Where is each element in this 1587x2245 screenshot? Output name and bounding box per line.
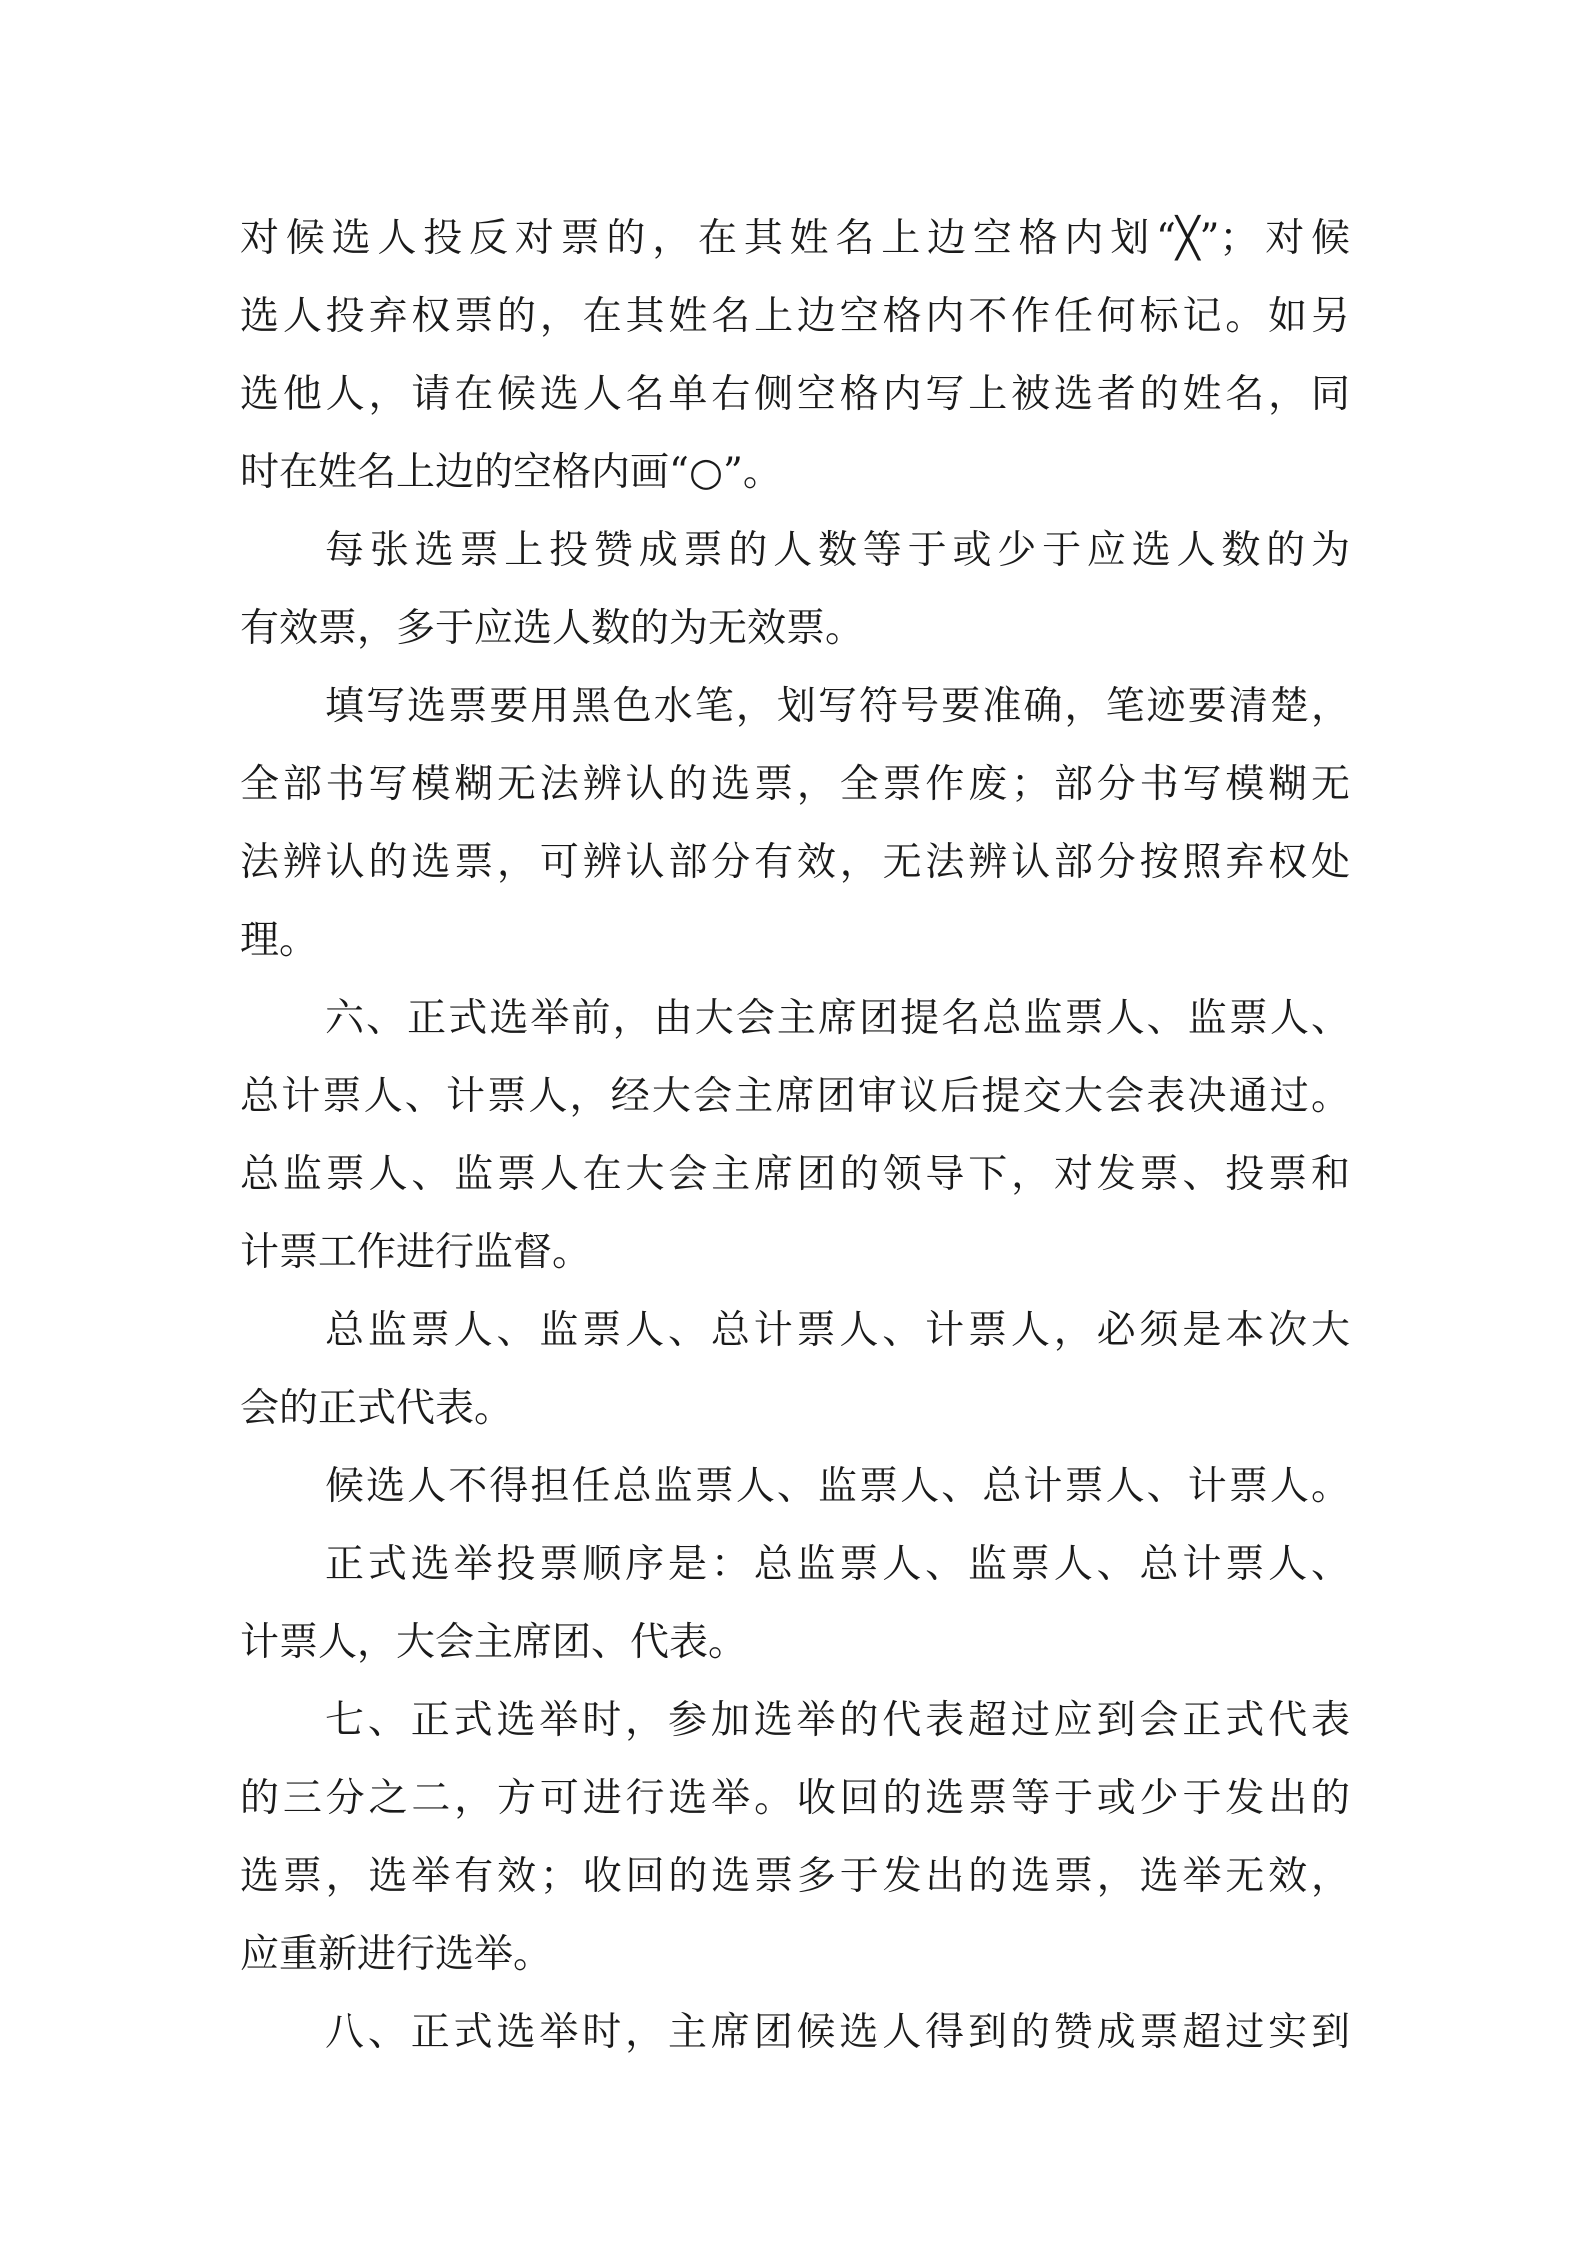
paragraph-first-line: 八、正式选举时，主席团候选人得到的赞成票超过实到 (325, 2010, 1350, 2055)
text-line: 计票人，大会主席团、代表。 (240, 1620, 748, 1665)
paragraph-first-line: 候选人不得担任总监票人、监票人、总计票人、计票人。 (325, 1464, 1350, 1509)
text-line: 总监票人、监票人在大会主席团的领导下，对发票、投票和 (240, 1152, 1350, 1197)
text-line: 计票工作进行监督。 (240, 1230, 592, 1275)
text-line: 对候选人投反对票的，在其姓名上边空格内划“╳”；对候 (240, 216, 1350, 261)
paragraph-first-line: 填写选票要用黑色水笔，划写符号要准确，笔迹要清楚， (325, 684, 1350, 729)
text-line: 选他人，请在候选人名单右侧空格内写上被选者的姓名，同 (240, 372, 1350, 417)
text-line: 的三分之二，方可进行选举。收回的选票等于或少于发出的 (240, 1776, 1350, 1821)
text-line: 会的正式代表。 (240, 1386, 514, 1431)
text-line: 有效票，多于应选人数的为无效票。 (240, 606, 865, 651)
text-line: 应重新进行选举。 (240, 1932, 553, 1977)
text-line: 理。 (240, 918, 319, 963)
text-line: 法辨认的选票，可辨认部分有效，无法辨认部分按照弃权处 (240, 840, 1350, 885)
text-line: 选票，选举有效；收回的选票多于发出的选票，选举无效， (240, 1854, 1350, 1899)
paragraph-first-line: 七、正式选举时，参加选举的代表超过应到会正式代表 (325, 1698, 1350, 1743)
text-line: 时在姓名上边的空格内画“○”。 (240, 450, 782, 495)
paragraph-first-line: 六、正式选举前，由大会主席团提名总监票人、监票人、 (325, 996, 1350, 1041)
text-line: 选人投弃权票的，在其姓名上边空格内不作任何标记。如另 (240, 294, 1350, 339)
paragraph-first-line: 总监票人、监票人、总计票人、计票人，必须是本次大 (325, 1308, 1350, 1353)
text-line: 总计票人、计票人，经大会主席团审议后提交大会表决通过。 (240, 1074, 1350, 1119)
text-line: 全部书写模糊无法辨认的选票，全票作废；部分书写模糊无 (240, 762, 1350, 807)
paragraph-first-line: 正式选举投票顺序是：总监票人、监票人、总计票人、 (325, 1542, 1350, 1587)
paragraph-first-line: 每张选票上投赞成票的人数等于或少于应选人数的为 (325, 528, 1350, 573)
